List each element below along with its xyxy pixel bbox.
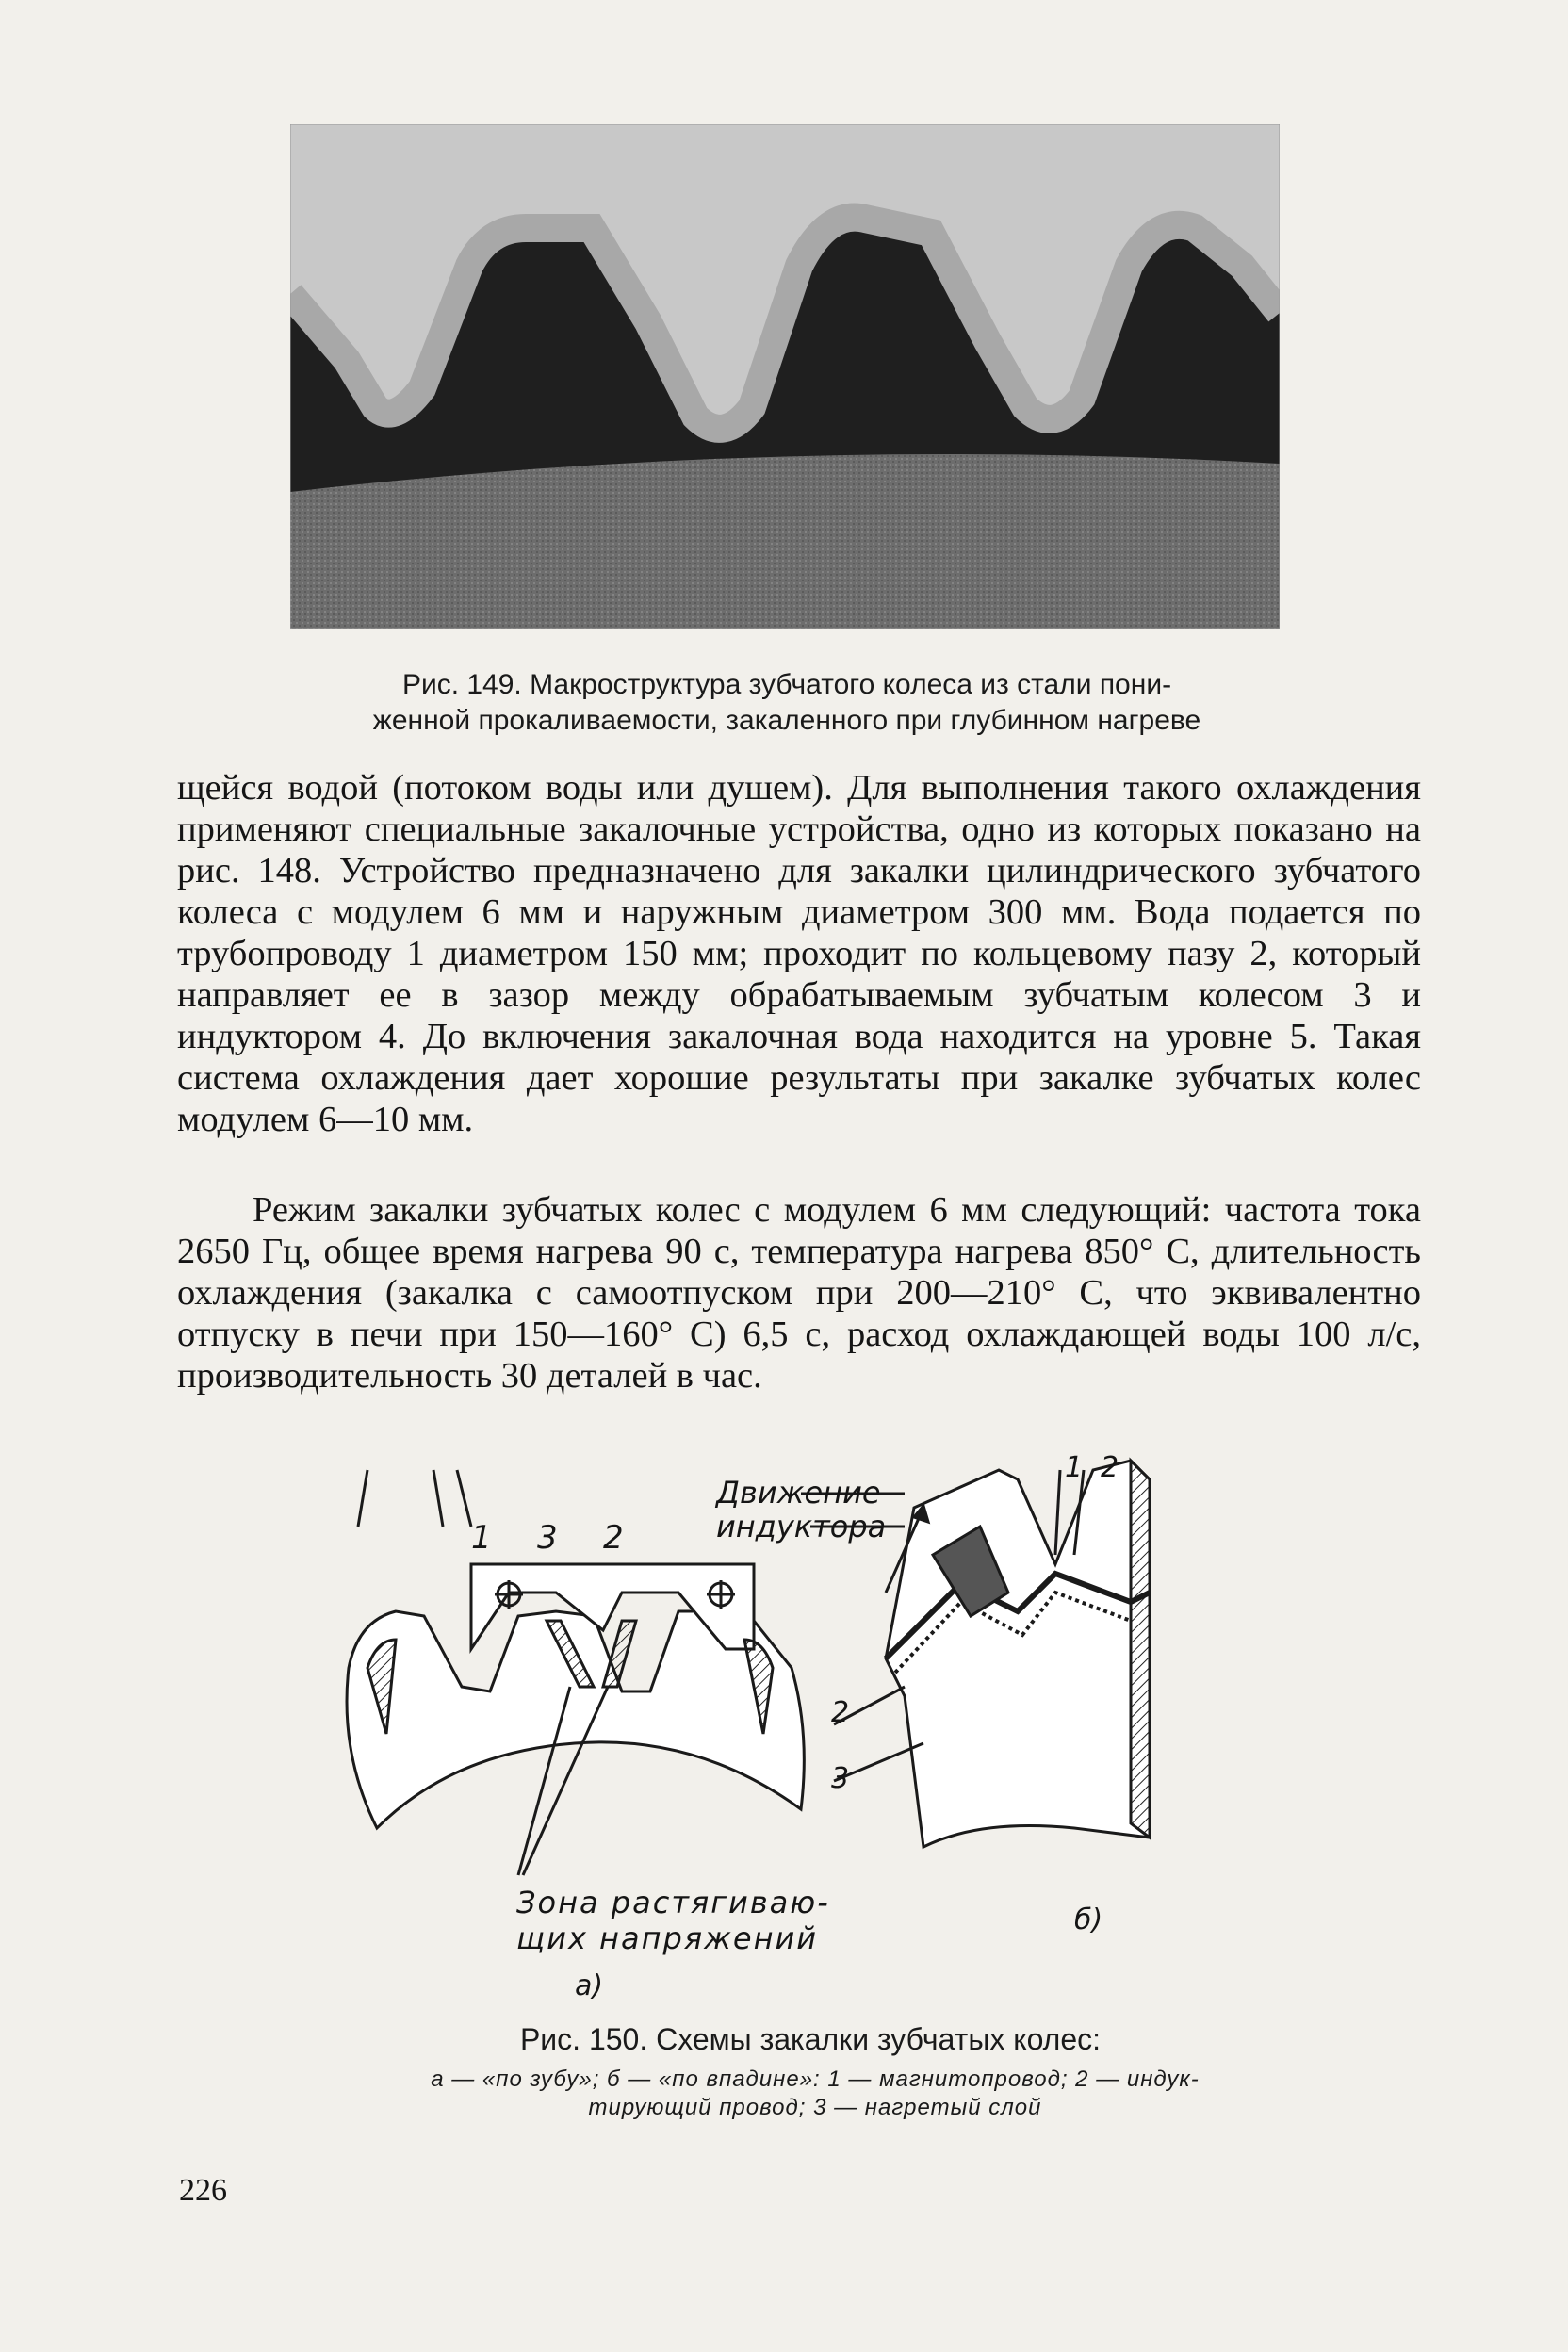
label-b-2-side: 2: [831, 1696, 850, 1729]
label-b-2-top: 2: [1101, 1451, 1119, 1484]
label-a-2: 2: [603, 1519, 624, 1557]
sub-label-a: а): [575, 1969, 604, 2002]
motion-label: Движение индуктора: [716, 1475, 887, 1544]
figure-150-caption: Рис. 150. Схемы закалки зубчатых колес:: [519, 2022, 1102, 2056]
label-a-1: 1: [471, 1519, 492, 1557]
figure-149-caption: Рис. 149. Макроструктура зубчатого колеса из стали пони- женной прокаливаемости, закаленного при глубинном нагреве: [372, 669, 1201, 736]
page-number: 226: [179, 2173, 227, 2208]
label-b-1: 1: [1065, 1451, 1084, 1484]
paragraph-2: Режим закалки зубчатых колес с модулем 6 мм следующий: частота тока 2650 Гц, общее время нагрева 90 с, температура нагрева 850° С, длительность охлаждения (закалка с самоотпуском при 200—210° С, что эквивалентно отпуску в печи при 150—160° С) 6,5 с, расход охлаждающей воды 100 л/с, производительность 30 деталей в час.: [177, 1190, 1421, 1396]
figure-149-photo: [290, 124, 1280, 629]
figure-150-legend: а — «по зубу»; б — «по впадине»: 1 — магнитопровод; 2 — индук- тирующий провод; 3 — нагретый слой: [431, 2066, 1200, 2120]
label-a-3: 3: [537, 1519, 558, 1557]
label-b-3: 3: [831, 1762, 850, 1795]
zone-label: Зона растягиваю- щих напряжений: [516, 1885, 830, 1956]
paragraph-1: щейся водой (потоком воды или душем). Для выполнения такого охлаждения применяют специальные закалочные устройства, одно из которых показано на рис. 148. Устройство предназначено для закалки цилиндрического зубчатого колеса с модулем 6 мм и наружным диаметром 300 мм. Вода подается по трубопроводу 1 диаметром 150 мм; проходит по кольцевому пазу 2, который направляет ее в зазор между обрабатываемым зубчатым колесом 3 и индуктором 4. До включения закалочная вода находится на уровне 5. Такая система охлаждения дает хорошие результаты при закалке зубчатых колес модулем 6—10 мм.: [177, 768, 1421, 1139]
sub-label-b: б): [1074, 1903, 1103, 1936]
